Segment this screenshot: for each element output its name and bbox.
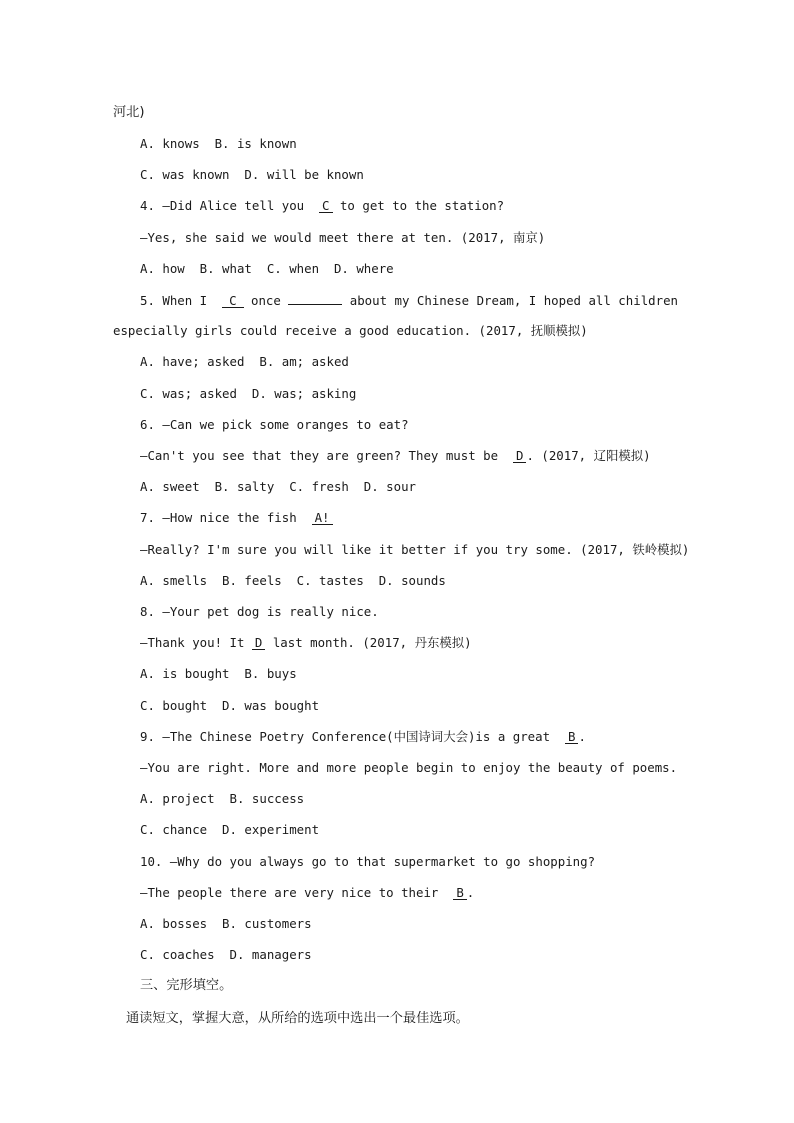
q8-options-cd: C. bought D. was bought — [140, 698, 320, 713]
q7-options: A. smells B. feels C. tastes D. sounds — [140, 573, 446, 588]
q6-reply — [140, 448, 651, 464]
previous-question-source-tail: 河北) — [113, 105, 145, 120]
section-3-instruction: 通读短文，掌握大意，从所给的选项中选出一个最佳选项。 — [126, 1011, 469, 1026]
q9-reply: —You are right. More and more people begin to enjoy the beauty of poems. — [140, 760, 678, 775]
q9-answer-blank: B — [565, 730, 578, 744]
q5-stem-mid: once — [243, 293, 289, 308]
q3-options-ab: A. knows B. is known — [140, 136, 297, 151]
q10-reply — [140, 885, 474, 901]
q5-stem — [140, 292, 678, 309]
q6-reply-post: . (2017, 辽阳模拟) — [526, 448, 651, 463]
q10-answer-blank: B — [453, 886, 466, 900]
q7-reply: —Really? I'm sure you will like it better if you try some. (2017, 铁岭模拟) — [140, 542, 690, 557]
q8-reply-post: last month. (2017, 丹东模拟) — [265, 635, 472, 650]
q7-stem-pre: 7. —How nice the fish — [140, 510, 312, 525]
q10-options-ab: A. bosses B. customers — [140, 916, 312, 931]
q5-answer-blank: C — [222, 294, 243, 308]
q4-stem — [140, 198, 504, 214]
q8-reply — [140, 635, 472, 651]
q10-reply-pre: —The people there are very nice to their — [140, 885, 454, 900]
q5-second-blank — [288, 292, 342, 305]
q8-options-ab: A. is bought B. buys — [140, 666, 297, 681]
q6-answer-blank: D — [513, 449, 526, 463]
q10-options-cd: C. coaches D. managers — [140, 947, 312, 962]
q4-options: A. how B. what C. when D. where — [140, 261, 394, 276]
q9-options-ab: A. project B. success — [140, 791, 305, 806]
q9-stem — [140, 729, 586, 745]
q5-stem-pre: 5. When I — [140, 293, 223, 308]
q10-stem: 10. —Why do you always go to that supermarket to go shopping? — [140, 854, 596, 869]
q7-stem-post: ! — [322, 510, 330, 525]
q4-stem-post: to get to the station? — [332, 198, 505, 213]
q5-options-cd: C. was; asked D. was; asking — [140, 386, 357, 401]
q8-answer-blank: D — [252, 636, 265, 650]
q6-stem: 6. —Can we pick some oranges to eat? — [140, 417, 409, 432]
section-3-title: 三、完形填空。 — [140, 978, 233, 993]
q5-stem-continued: especially girls could receive a good education. (2017, 抚顺模拟) — [113, 323, 588, 338]
q7-answer: A — [314, 510, 323, 525]
q10-reply-post: . — [466, 885, 475, 900]
q3-options-cd: C. was known D. will be known — [140, 167, 364, 182]
q4-answer-blank: C — [319, 199, 332, 213]
q4-stem-pre: 4. —Did Alice tell you — [140, 198, 320, 213]
q9-stem-post: . — [578, 729, 586, 744]
q5-options-ab: A. have; asked B. am; asked — [140, 354, 349, 369]
q6-options: A. sweet B. salty C. fresh D. sour — [140, 479, 417, 494]
q8-stem: 8. —Your pet dog is really nice. — [140, 604, 379, 619]
q9-stem-pre: 9. —The Chinese Poetry Conference(中国诗词大会)is a great — [140, 729, 565, 744]
q7-answer-blank — [312, 511, 333, 525]
q4-reply: —Yes, she said we would meet there at ten. (2017, 南京) — [140, 230, 546, 245]
q9-options-cd: C. chance D. experiment — [140, 822, 320, 837]
q8-reply-pre: —Thank you! It — [140, 635, 252, 650]
q6-reply-pre: —Can't you see that they are green? They must be — [140, 448, 513, 463]
q5-stem-post: about my Chinese Dream, I hoped all children — [342, 293, 678, 308]
q7-stem — [140, 510, 333, 526]
